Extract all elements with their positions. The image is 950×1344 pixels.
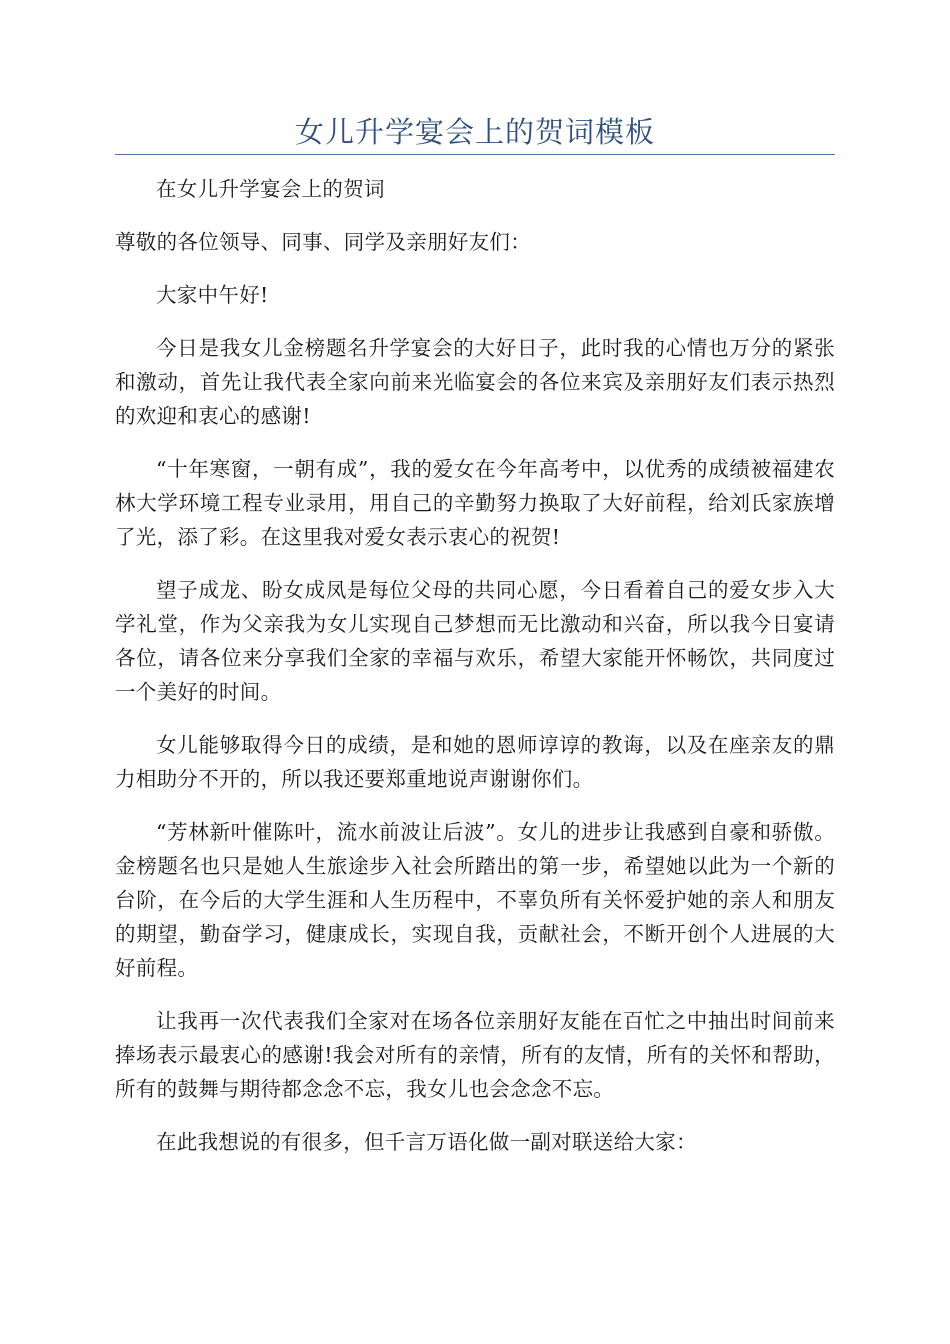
- paragraph-greeting: 大家中午好!: [156, 283, 269, 307]
- title-divider: [115, 154, 835, 155]
- paragraph: 让我再一次代表我们全家对在场各位亲朋好友能在百忙之中抽出时间前来捧场表示最衷心的感谢!我会对所有的亲情，所有的友情，所有的关怀和帮助，所有的鼓舞与期待都念念不忘，我女儿也会念念不忘。: [115, 1009, 835, 1101]
- document-body: [115, 172, 835, 1178]
- paragraph: 望子成龙、盼女成凤是每位父母的共同心愿，今日看着自己的爱女步入大学礼堂，作为父亲我为女儿实现自己梦想而无比激动和兴奋，所以我今日宴请各位，请各位来分享我们全家的幸福与欢乐，希望大家能开怀畅饮，共同度过一个美好的时间。: [115, 578, 835, 704]
- paragraph: 在此我想说的有很多，但千言万语化做一副对联送给大家：: [156, 1130, 697, 1154]
- paragraph: “十年寒窗，一朝有成”，我的爱女在今年高考中，以优秀的成绩被福建农林大学环境工程专业录用，用自己的辛勤努力换取了大好前程，给刘氏家族增了光，添了彩。在这里我对爱女表示衷心的祝贺!: [115, 457, 835, 549]
- paragraph: 女儿能够取得今日的成绩，是和她的恩师谆谆的教诲，以及在座亲友的鼎力相助分不开的，所以我还要郑重地说声谢谢你们。: [115, 733, 835, 791]
- paragraph-salutation: 尊敬的各位领导、同事、同学及亲朋好友们：: [115, 230, 531, 254]
- paragraph: 今日是我女儿金榜题名升学宴会的大好日子，此时我的心情也万分的紧张和激动，首先让我代表全家向前来光临宴会的各位来宾及亲朋好友们表示热烈的欢迎和衷心的感谢!: [115, 336, 835, 428]
- document-title: 女儿升学宴会上的贺词模板: [294, 115, 655, 149]
- paragraph-subtitle: 在女儿升学宴会上的贺词: [156, 177, 385, 201]
- paragraph: “芳林新叶催陈叶，流水前波让后波”。女儿的进步让我感到自豪和骄傲。金榜题名也只是她人生旅途步入社会所踏出的第一步，希望她以此为一个新的台阶，在今后的大学生涯和人生历程中，不辜负所有关怀爱护她的亲人和朋友的期望，勤奋学习，健康成长，实现自我，贡献社会，不断开创个人进展的大好前程。: [115, 820, 835, 980]
